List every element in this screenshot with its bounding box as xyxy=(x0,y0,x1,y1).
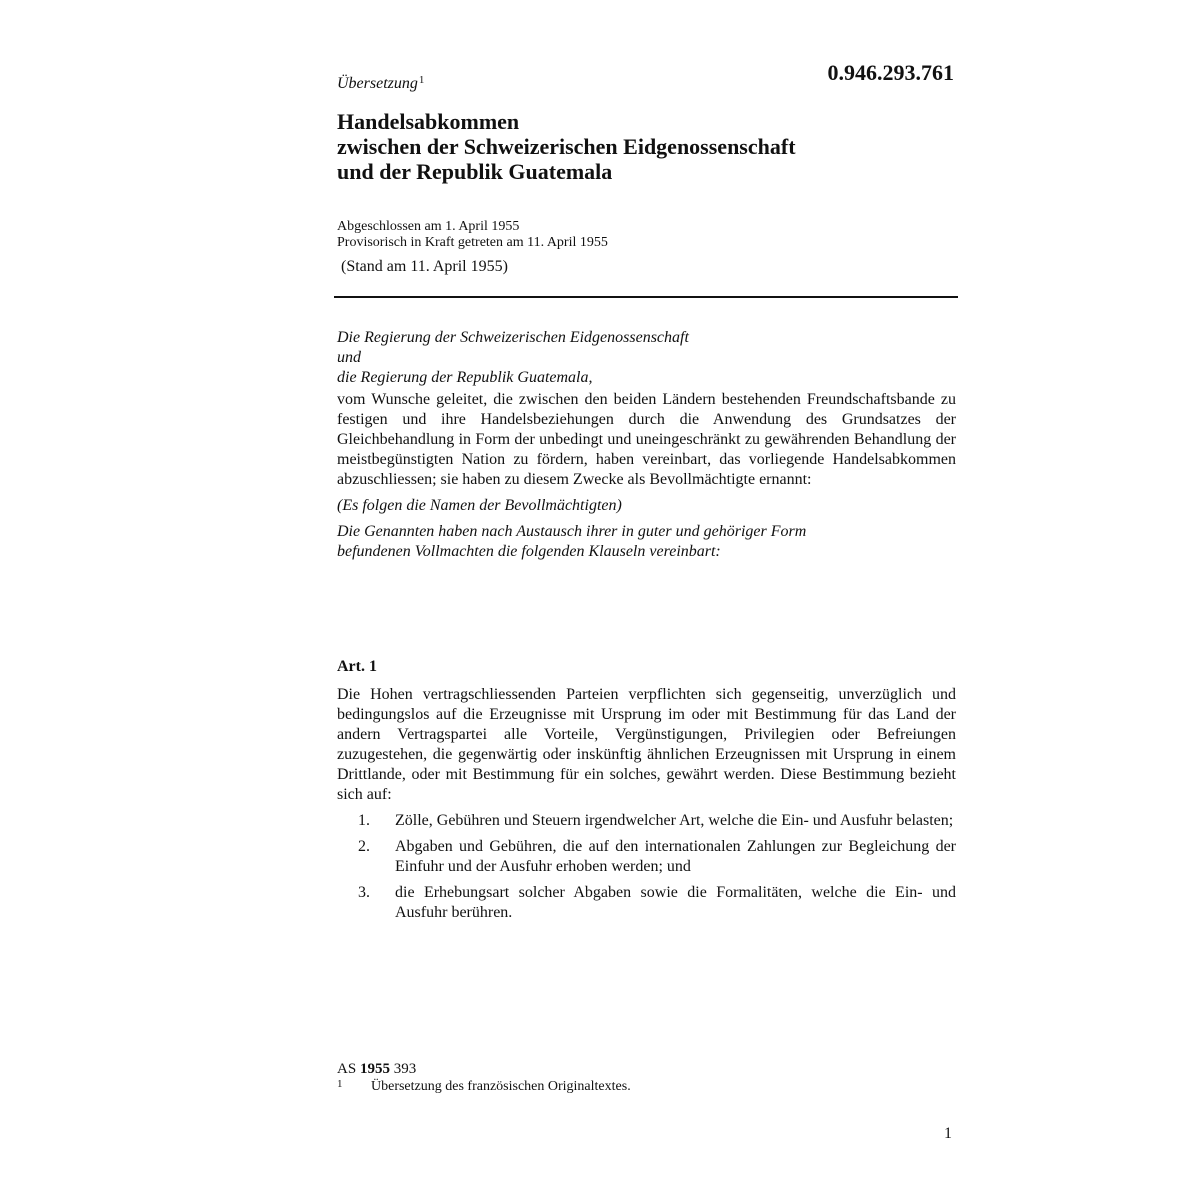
party-1: Die Regierung der Schweizerischen Eidgenossenschaft xyxy=(337,329,689,346)
document-meta xyxy=(337,219,608,251)
official-collection-reference xyxy=(337,1060,956,1078)
translation-label xyxy=(337,74,424,93)
as-year: 1955 xyxy=(359,1061,390,1077)
list-item-number: 2. xyxy=(358,838,370,855)
footnote-text: Übersetzung des französischen Originaltextes. xyxy=(371,1079,631,1094)
title-line-2: zwischen der Schweizerischen Eidgenossenschaft xyxy=(337,134,796,159)
plenipotentiaries-note: (Es folgen die Namen der Bevollmächtigten) xyxy=(337,497,622,514)
header-divider xyxy=(334,296,958,298)
concluded-date: Abgeschlossen am 1. April 1955 xyxy=(337,219,520,234)
provisional-force-date: Provisorisch in Kraft getreten am 11. April 1955 xyxy=(337,235,608,250)
footnote xyxy=(337,1078,956,1096)
party-conjunction: und xyxy=(337,349,361,366)
as-prefix: AS xyxy=(337,1061,357,1077)
document-number: 0.946.293.761 xyxy=(827,60,954,85)
footnote-mark: 1 xyxy=(337,1078,343,1090)
list-item-text: Abgaben und Gebühren, die auf den internationalen Zahlungen zur Begleichung der Einfuhr und der Ausfuhr erhoben werden; und xyxy=(395,838,956,875)
list-item xyxy=(337,811,956,831)
preamble xyxy=(337,328,956,562)
list-item-text: Zölle, Gebühren und Steuern irgendwelcher Art, welche die Ein- und Ausfuhr belasten; xyxy=(395,812,954,829)
preamble-closing xyxy=(337,522,956,562)
page-number: 1 xyxy=(944,1125,952,1142)
as-page: 393 xyxy=(393,1061,417,1077)
title-line-3: und der Republik Guatemala xyxy=(337,159,613,184)
footnote-reference[interactable]: 1 xyxy=(418,74,425,86)
translation-label-text: Übersetzung xyxy=(337,75,418,92)
list-item-text: die Erhebungsart solcher Abgaben sowie die Formalitäten, welche die Ein- und Ausfuhr berühren. xyxy=(395,884,956,921)
preamble-parties xyxy=(337,328,956,388)
title-line-1: Handelsabkommen xyxy=(337,109,520,134)
preamble-closing-line-2: befundenen Vollmachten die folgenden Klauseln vereinbart: xyxy=(337,543,721,560)
list-item xyxy=(337,883,956,923)
list-item-number: 3. xyxy=(358,884,370,901)
article-1 xyxy=(337,657,956,929)
status-date: (Stand am 11. April 1955) xyxy=(341,258,508,275)
party-2: die Regierung der Republik Guatemala, xyxy=(337,369,593,386)
preamble-body: vom Wunsche geleitet, die zwischen den beiden Ländern bestehenden Freundschaftsbande zu festigen und ihre Handelsbeziehungen durch die Anwendung des Grundsatzes der Gleichbehandlung in Form der unbedingt und uneingeschränkt zu gewährenden Behandlung der meistbegünstigten Nation zu fördern, haben vereinbart, das vorliegende Handelsabkommen abzuschliessen; sie haben zu diesem Zwecke als Bevollmächtigte ernannt: xyxy=(337,391,956,488)
preamble-closing-line-1: Die Genannten haben nach Austausch ihrer in guter und gehöriger Form xyxy=(337,523,807,540)
document-title xyxy=(337,109,957,184)
article-list xyxy=(337,811,956,923)
page-footer xyxy=(337,1060,956,1096)
list-item-number: 1. xyxy=(358,812,370,829)
article-heading: Art. 1 xyxy=(337,658,377,675)
article-body: Die Hohen vertragschliessenden Parteien verpflichten sich gegenseitig, unverzüglich und bedingungslos auf die Erzeugnisse mit Ursprung im oder mit Bestimmung für das Land der andern Vertragspartei alle Vorteile, Vergünstigungen, Privilegien oder Befreiungen zuzugestehen, die gegenwärtig oder inskünftig ähnlichen Erzeugnissen mit Ursprung in einem Drittlande, oder mit Bestimmung für ein solches, gewährt werden. Diese Bestimmung bezieht sich auf: xyxy=(337,686,956,803)
list-item xyxy=(337,837,956,877)
